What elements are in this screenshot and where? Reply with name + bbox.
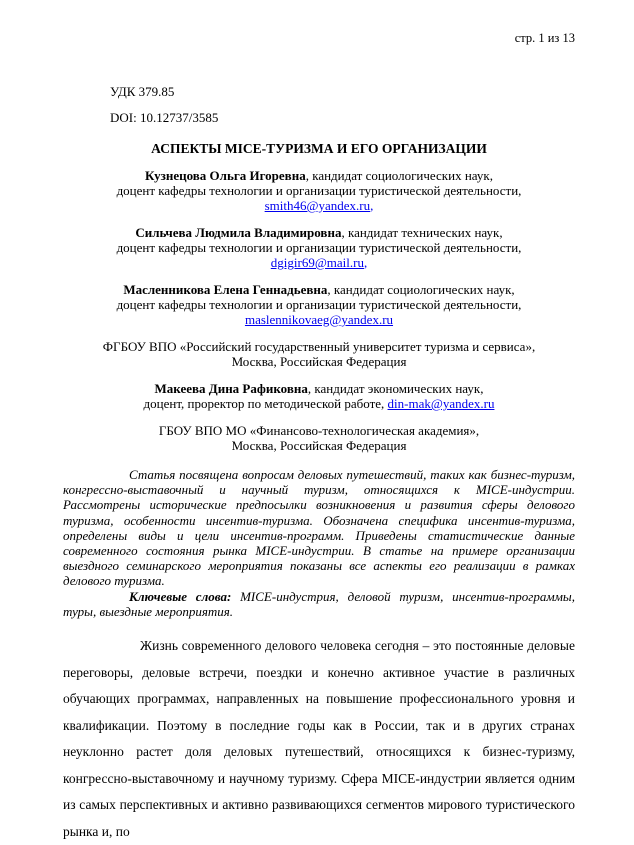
author-position: доцент кафедры технологии и организации туристической деятельности, <box>116 297 522 312</box>
doi-code: DOI: 10.12737/3585 <box>110 110 219 125</box>
author-degree: , кандидат технических наук, <box>341 225 503 240</box>
page-indicator: стр. 1 из 13 <box>514 31 575 45</box>
author-email-line <box>63 198 575 213</box>
author-position-line <box>63 396 575 411</box>
email-link[interactable]: maslennikovaeg@yandex.ru <box>244 312 394 327</box>
affiliation-line1: ГБОУ ВПО МО «Финансово-технологическая академия», <box>158 423 480 438</box>
author-block-silcheva <box>63 225 575 270</box>
affiliation-line2: Москва, Российская Федерация <box>231 438 407 453</box>
abstract-section <box>63 467 575 619</box>
email-link[interactable]: dgigir69@mail.ru <box>270 255 364 270</box>
author-email-line <box>63 312 575 327</box>
author-degree: , кандидат социологических наук, <box>305 168 493 183</box>
affiliation-rgutis <box>63 339 575 369</box>
abstract-text: Статья посвящена вопросам деловых путешествий, таких как бизнес-туризм, конгрессно-выставочный и научный туризм, относящихся к MICE-индустрии. Рассмотрены исторические предпосылки возникновения и развития сферы делового туризма, особенности инсентив-туризма. Обозначена специфика инсентив-туризма, определены виды и цели инсентив-программ. Приведены статистические данные современного состояния рынка MICE-индустрии. В статье на примере организации выездного семинарского мероприятия показаны все аспекты его реализации в рамках делового туризма. <box>63 467 575 589</box>
email-link[interactable]: din-mak@yandex.ru <box>387 396 495 411</box>
author-name-line <box>63 381 575 396</box>
author-position: доцент, проректор по методической работе, <box>143 396 388 411</box>
article-title: АСПЕКТЫ MICE-ТУРИЗМА И ЕГО ОРГАНИЗАЦИИ <box>151 141 487 156</box>
author-name-line <box>63 225 575 240</box>
article-body <box>63 633 575 845</box>
author-block-maslennikova <box>63 282 575 327</box>
affiliation-line2: Москва, Российская Федерация <box>231 354 407 369</box>
author-name: Сильчева Людмила Владимировна <box>135 225 342 240</box>
body-paragraph: Жизнь современного делового человека сегодня – это постоянные деловые переговоры, деловые встречи, поездки и конечно активное участие в различных обучающих программах, направленных на повышение профессионального уровня и квалификации. Поэтому в последние годы как в России, так и в других странах неуклонно растет доля деловых путешествий, относящихся к бизнес-туризму, конгрессно-выставочному и научному туризму. Сфера MICE-индустрии является одним из самых перспективных и активно развивающихся сегментов мирового туристического рынка и, по <box>63 638 575 839</box>
author-block-makeeva <box>63 381 575 411</box>
author-name-line <box>63 168 575 183</box>
author-name: Макеева Дина Рафиковна <box>154 381 308 396</box>
email-suffix: , <box>363 255 368 270</box>
email-link[interactable]: smith46@yandex.ru <box>264 198 371 213</box>
author-email-line <box>63 255 575 270</box>
email-suffix: , <box>370 198 374 213</box>
keywords-text: MICE-индустрия, деловой туризм, инсентив-программы, туры, выездные мероприятия. <box>63 588 575 619</box>
author-degree: , кандидат социологических наук, <box>327 282 515 297</box>
affiliation-fta <box>63 423 575 453</box>
author-block-kuznetsova <box>63 168 575 213</box>
keywords-line <box>63 589 575 619</box>
affiliation-line1: ФГБОУ ВПО «Российский государственный университет туризма и сервиса», <box>102 339 536 354</box>
udk-code: УДК 379.85 <box>110 84 175 99</box>
author-name: Масленникова Елена Геннадьевна <box>123 282 328 297</box>
author-position: доцент кафедры технологии и организации туристической деятельности, <box>116 240 522 255</box>
author-name: Кузнецова Ольга Игоревна <box>145 168 306 183</box>
keywords-label: Ключевые слова: <box>129 588 232 604</box>
author-degree: , кандидат экономических наук, <box>307 381 484 396</box>
author-name-line <box>63 282 575 297</box>
author-position: доцент кафедры технологии и организации туристической деятельности, <box>116 183 522 198</box>
